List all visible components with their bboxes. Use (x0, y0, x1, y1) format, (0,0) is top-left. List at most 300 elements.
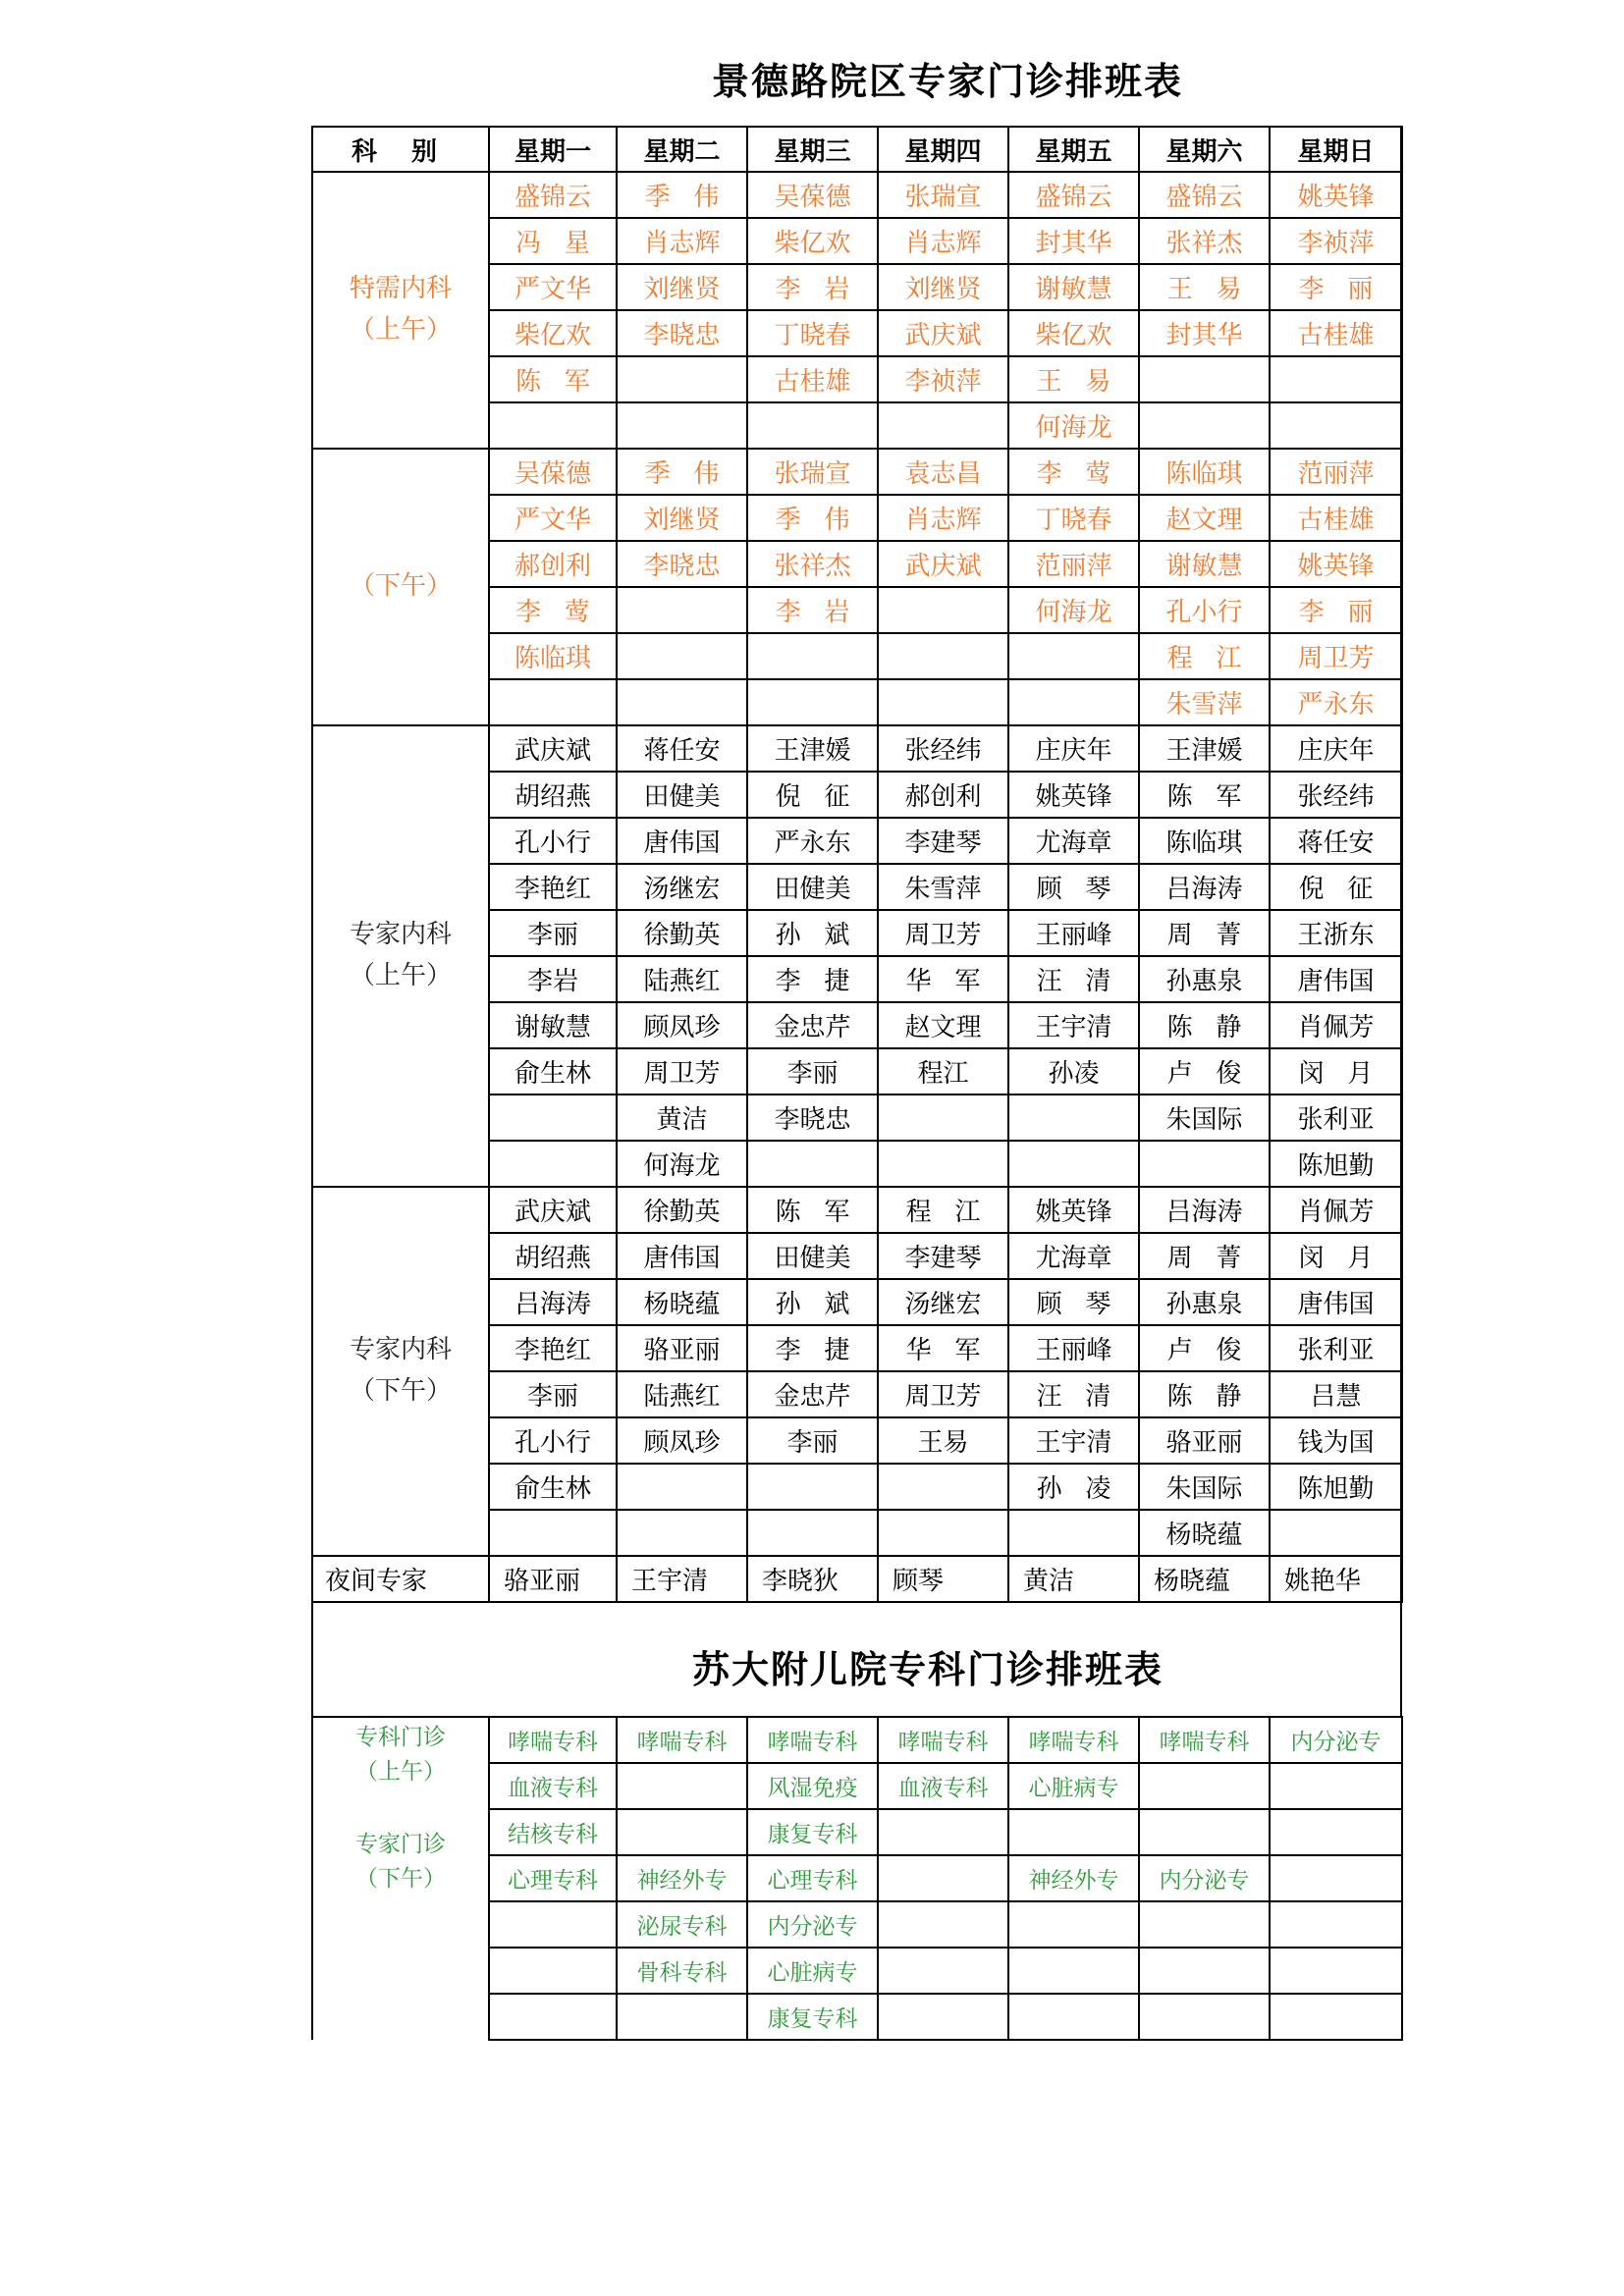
clinic-label-line: 专科门诊 (355, 1725, 446, 1750)
doctor-cell: 吕海涛 (1139, 1187, 1270, 1233)
doctor-cell: 田健美 (747, 864, 878, 910)
clinic-cell: 心脏病专 (747, 1948, 878, 1994)
day-header: 星期日 (1270, 127, 1402, 172)
doctor-cell (617, 633, 747, 679)
doctor-cell: 姚英锋 (1008, 1187, 1139, 1233)
doctor-cell: 徐勤英 (617, 1187, 747, 1233)
doctor-cell: 李晓忠 (617, 310, 747, 356)
department-label-line: 专家内科 (349, 920, 452, 950)
doctor-cell: 陈临琪 (1139, 449, 1270, 495)
doctor-cell: 王丽峰 (1008, 1325, 1139, 1371)
clinic-cell (878, 1901, 1008, 1948)
doctor-cell (617, 679, 747, 725)
doctor-cell (1270, 402, 1402, 449)
doctor-cell: 张瑞宣 (747, 449, 878, 495)
children-schedule-title: 苏大附儿院专科门诊排班表 (691, 1647, 1164, 1691)
doctor-cell: 季 伟 (747, 495, 878, 541)
doctor-cell: 武庆斌 (489, 1187, 617, 1233)
doctor-cell: 钱为国 (1270, 1417, 1402, 1464)
doctor-cell: 封其华 (1008, 218, 1139, 264)
doctor-cell: 唐伟国 (1270, 1279, 1402, 1325)
doctor-cell (1139, 356, 1270, 402)
doctor-cell: 王宇清 (1008, 1002, 1139, 1048)
doctor-cell: 吴葆德 (489, 449, 617, 495)
doctor-cell: 刘继贤 (878, 264, 1008, 310)
doctor-cell: 孙惠泉 (1139, 956, 1270, 1002)
doctor-cell (489, 1510, 617, 1556)
doctor-cell: 杨晓蕴 (617, 1279, 747, 1325)
doctor-cell (489, 402, 617, 449)
doctor-cell (1139, 402, 1270, 449)
clinic-cell: 血液专科 (878, 1763, 1008, 1809)
department-label-line: （上午） (349, 961, 452, 990)
doctor-cell: 骆亚丽 (1139, 1417, 1270, 1464)
doctor-cell: 盛锦云 (1008, 172, 1139, 218)
department-label (312, 725, 489, 1187)
doctor-cell (1008, 1510, 1139, 1556)
doctor-cell: 姚英锋 (1008, 772, 1139, 818)
doctor-cell: 孔小行 (1139, 587, 1270, 633)
clinic-cell (489, 1948, 617, 1994)
night-expert-row (312, 1556, 1402, 1602)
doctor-cell: 周 菁 (1139, 910, 1270, 956)
doctor-cell: 吕海涛 (489, 1279, 617, 1325)
doctor-cell: 丁晓春 (1008, 495, 1139, 541)
clinic-cell (1270, 1901, 1402, 1948)
day-header: 星期五 (1008, 127, 1139, 172)
doctor-cell: 何海龙 (617, 1141, 747, 1187)
department-label-line: 专家内科 (349, 1335, 452, 1365)
doctor-cell: 王 易 (1139, 264, 1270, 310)
doctor-cell: 肖志辉 (617, 218, 747, 264)
schedule-title: 景德路院区专家门诊排班表 (711, 59, 1183, 103)
doctor-cell: 黄洁 (1008, 1556, 1139, 1602)
doctor-cell: 顾凤珍 (617, 1417, 747, 1464)
doctor-cell: 周卫芳 (878, 1371, 1008, 1417)
doctor-cell: 吕海涛 (1139, 864, 1270, 910)
doctor-cell (617, 1510, 747, 1556)
left-frame-line (311, 126, 313, 2030)
doctor-cell: 王丽峰 (1008, 910, 1139, 956)
doctor-cell: 汪 清 (1008, 1371, 1139, 1417)
schedule-row (312, 1187, 1402, 1233)
doctor-cell (1008, 1141, 1139, 1187)
doctor-cell: 金忠芹 (747, 1002, 878, 1048)
doctor-cell: 卢 俊 (1139, 1048, 1270, 1095)
doctor-cell: 盛锦云 (1139, 172, 1270, 218)
doctor-cell: 王津媛 (1139, 725, 1270, 772)
doctor-cell: 孙 凌 (1008, 1464, 1139, 1510)
doctor-cell: 吴葆德 (747, 172, 878, 218)
doctor-cell: 周 菁 (1139, 1233, 1270, 1279)
doctor-cell: 陈 军 (489, 356, 617, 402)
doctor-cell: 闵 月 (1270, 1233, 1402, 1279)
doctor-cell: 周卫芳 (878, 910, 1008, 956)
doctor-cell: 孙惠泉 (1139, 1279, 1270, 1325)
clinic-cell: 骨科专科 (617, 1948, 747, 1994)
clinic-cell: 泌尿专科 (617, 1901, 747, 1948)
clinic-cell: 哮喘专科 (489, 1717, 617, 1763)
clinic-cell: 康复专科 (747, 1994, 878, 2040)
doctor-cell: 蒋任安 (617, 725, 747, 772)
doctor-cell (747, 1510, 878, 1556)
clinic-cell: 神经外专 (1008, 1855, 1139, 1901)
doctor-cell (747, 402, 878, 449)
doctor-cell: 胡绍燕 (489, 772, 617, 818)
clinic-cell (878, 1855, 1008, 1901)
doctor-cell: 尤海章 (1008, 1233, 1139, 1279)
doctor-cell: 顾 琴 (1008, 1279, 1139, 1325)
doctor-cell: 严文华 (489, 495, 617, 541)
clinic-cell (1270, 1809, 1402, 1855)
doctor-cell: 田健美 (747, 1233, 878, 1279)
clinic-cell: 结核专科 (489, 1809, 617, 1855)
doctor-cell: 孙凌 (1008, 1048, 1139, 1095)
doctor-cell: 孔小行 (489, 1417, 617, 1464)
doctor-cell: 陈临琪 (489, 633, 617, 679)
doctor-cell (1270, 356, 1402, 402)
doctor-cell: 程 江 (878, 1187, 1008, 1233)
clinic-cell (1139, 1994, 1270, 2040)
department-label (312, 449, 489, 725)
doctor-cell (617, 356, 747, 402)
doctor-cell: 陆燕红 (617, 956, 747, 1002)
doctor-cell: 唐伟国 (617, 818, 747, 864)
doctor-cell: 赵文理 (878, 1002, 1008, 1048)
clinic-cell (617, 1809, 747, 1855)
department-label-line: 特需内科 (349, 274, 452, 304)
doctor-cell: 陈 军 (747, 1187, 878, 1233)
clinic-cell (1008, 1994, 1139, 2040)
clinic-cell (878, 1994, 1008, 2040)
doctor-cell: 李 丽 (1270, 587, 1402, 633)
clinic-cell (1270, 1994, 1402, 2040)
doctor-cell: 袁志昌 (878, 449, 1008, 495)
clinic-cell (1139, 1809, 1270, 1855)
doctor-cell (1008, 679, 1139, 725)
doctor-cell: 王津媛 (747, 725, 878, 772)
day-header: 星期一 (489, 127, 617, 172)
clinic-cell: 血液专科 (489, 1763, 617, 1809)
doctor-cell: 张祥杰 (1139, 218, 1270, 264)
clinic-cell: 哮喘专科 (617, 1717, 747, 1763)
clinic-cell: 康复专科 (747, 1809, 878, 1855)
children-schedule-table (311, 1716, 1403, 2041)
day-header: 星期四 (878, 127, 1008, 172)
doctor-cell (489, 679, 617, 725)
doctor-cell: 谢敏慧 (489, 1002, 617, 1048)
clinic-cell (1270, 1948, 1402, 1994)
doctor-cell: 季 伟 (617, 172, 747, 218)
doctor-cell: 肖佩芳 (1270, 1187, 1402, 1233)
doctor-cell: 陈旭勤 (1270, 1464, 1402, 1510)
doctor-cell: 赵文理 (1139, 495, 1270, 541)
doctor-cell: 李丽 (489, 1371, 617, 1417)
doctor-cell: 顾琴 (878, 1556, 1008, 1602)
doctor-cell: 武庆斌 (878, 310, 1008, 356)
doctor-cell (878, 1464, 1008, 1510)
doctor-cell: 汤继宏 (617, 864, 747, 910)
doctor-cell (489, 1141, 617, 1187)
doctor-cell: 骆亚丽 (489, 1556, 617, 1602)
schedule-row (312, 172, 1402, 218)
doctor-cell: 谢敏慧 (1139, 541, 1270, 587)
doctor-cell (878, 1510, 1008, 1556)
doctor-cell (747, 1141, 878, 1187)
doctor-cell: 华 军 (878, 1325, 1008, 1371)
doctor-cell: 李艳红 (489, 1325, 617, 1371)
section-divider-line (311, 1716, 1401, 1718)
doctor-cell: 孔小行 (489, 818, 617, 864)
doctor-cell: 庄庆年 (1270, 725, 1402, 772)
doctor-cell: 程 江 (1139, 633, 1270, 679)
doctor-cell: 肖佩芳 (1270, 1002, 1402, 1048)
clinic-cell (1139, 1948, 1270, 1994)
doctor-cell: 李晓忠 (617, 541, 747, 587)
clinic-cell (1008, 1809, 1139, 1855)
clinic-label-pm (313, 1828, 488, 1896)
department-label-line: （下午） (349, 1376, 452, 1406)
doctor-cell: 肖志辉 (878, 495, 1008, 541)
doctor-cell (617, 402, 747, 449)
doctor-cell: 冯 星 (489, 218, 617, 264)
doctor-cell: 肖志辉 (878, 218, 1008, 264)
doctor-cell: 柴亿欢 (747, 218, 878, 264)
doctor-cell: 严文华 (489, 264, 617, 310)
doctor-cell (747, 679, 878, 725)
department-label (312, 1187, 489, 1556)
doctor-cell: 胡绍燕 (489, 1233, 617, 1279)
doctor-cell (878, 1141, 1008, 1187)
doctor-cell: 严永东 (747, 818, 878, 864)
doctor-cell: 蒋任安 (1270, 818, 1402, 864)
doctor-cell: 田健美 (617, 772, 747, 818)
doctor-cell: 丁晓春 (747, 310, 878, 356)
doctor-cell: 李 捷 (747, 1325, 878, 1371)
schedule-row (312, 449, 1402, 495)
doctor-cell: 郝创利 (878, 772, 1008, 818)
doctor-cell: 徐勤英 (617, 910, 747, 956)
doctor-cell: 刘继贤 (617, 495, 747, 541)
doctor-cell: 唐伟国 (1270, 956, 1402, 1002)
doctor-cell: 盛锦云 (489, 172, 617, 218)
doctor-cell (878, 402, 1008, 449)
department-label (312, 172, 489, 449)
doctor-cell (747, 1464, 878, 1510)
doctor-cell (878, 679, 1008, 725)
doctor-cell: 倪 征 (747, 772, 878, 818)
department-label-line: （上午） (349, 315, 452, 345)
clinic-cell (1270, 1763, 1402, 1809)
expert-schedule-table (311, 126, 1403, 1603)
doctor-cell: 张瑞宣 (878, 172, 1008, 218)
doctor-cell: 庄庆年 (1008, 725, 1139, 772)
clinic-cell: 心理专科 (489, 1855, 617, 1901)
doctor-cell: 张经纬 (878, 725, 1008, 772)
clinic-cell: 哮喘专科 (747, 1717, 878, 1763)
doctor-cell: 古桂雄 (1270, 310, 1402, 356)
doctor-cell: 严永东 (1270, 679, 1402, 725)
doctor-cell: 顾凤珍 (617, 1002, 747, 1048)
doctor-cell: 李 岩 (747, 264, 878, 310)
doctor-cell: 汪 清 (1008, 956, 1139, 1002)
doctor-cell (878, 633, 1008, 679)
doctor-cell: 程江 (878, 1048, 1008, 1095)
clinic-cell (1139, 1901, 1270, 1948)
doctor-cell: 刘继贤 (617, 264, 747, 310)
doctor-cell: 卢 俊 (1139, 1325, 1270, 1371)
header-row (312, 127, 1402, 172)
doctor-cell: 孙 斌 (747, 1279, 878, 1325)
doctor-cell: 闵 月 (1270, 1048, 1402, 1095)
doctor-cell: 杨晓蕴 (1139, 1510, 1270, 1556)
day-header: 星期六 (1139, 127, 1270, 172)
doctor-cell: 华 军 (878, 956, 1008, 1002)
doctor-cell: 周卫芳 (617, 1048, 747, 1095)
doctor-cell: 古桂雄 (1270, 495, 1402, 541)
doctor-cell: 李建琴 (878, 818, 1008, 864)
clinic-cell (878, 1809, 1008, 1855)
doctor-cell (617, 1464, 747, 1510)
doctor-cell: 李 莺 (1008, 449, 1139, 495)
doctor-cell: 吕慧 (1270, 1371, 1402, 1417)
doctor-cell: 李祯萍 (1270, 218, 1402, 264)
doctor-cell: 顾 琴 (1008, 864, 1139, 910)
doctor-cell: 谢敏慧 (1008, 264, 1139, 310)
doctor-cell (878, 587, 1008, 633)
doctor-cell: 柴亿欢 (489, 310, 617, 356)
doctor-cell: 范丽萍 (1270, 449, 1402, 495)
clinic-cell (489, 1901, 617, 1948)
clinic-cell (1270, 1855, 1402, 1901)
doctor-cell: 唐伟国 (617, 1233, 747, 1279)
doctor-cell: 李丽 (747, 1417, 878, 1464)
clinic-label-line: （上午） (355, 1758, 446, 1785)
doctor-cell: 李 莺 (489, 587, 617, 633)
doctor-cell: 李晓忠 (747, 1095, 878, 1141)
doctor-cell: 李岩 (489, 956, 617, 1002)
doctor-cell: 王浙东 (1270, 910, 1402, 956)
schedule-row (312, 725, 1402, 772)
doctor-cell: 何海龙 (1008, 587, 1139, 633)
clinic-cell (489, 1994, 617, 2040)
clinic-row (312, 1717, 1402, 1763)
doctor-cell: 李艳红 (489, 864, 617, 910)
doctor-cell: 朱国际 (1139, 1095, 1270, 1141)
doctor-cell: 李 丽 (1270, 264, 1402, 310)
doctor-cell (1008, 1095, 1139, 1141)
doctor-cell: 武庆斌 (878, 541, 1008, 587)
doctor-cell: 孙 斌 (747, 910, 878, 956)
doctor-cell: 李祯萍 (878, 356, 1008, 402)
clinic-cell: 心理专科 (747, 1855, 878, 1901)
doctor-cell: 李建琴 (878, 1233, 1008, 1279)
clinic-cell: 内分泌专 (1270, 1717, 1402, 1763)
clinic-cell: 风湿免疫 (747, 1763, 878, 1809)
doctor-cell: 陈临琪 (1139, 818, 1270, 864)
doctor-cell: 王宇清 (1008, 1417, 1139, 1464)
doctor-cell: 范丽萍 (1008, 541, 1139, 587)
doctor-cell: 杨晓蕴 (1139, 1556, 1270, 1602)
doctor-cell: 黄洁 (617, 1095, 747, 1141)
doctor-cell: 郝创利 (489, 541, 617, 587)
clinic-cell (878, 1948, 1008, 1994)
doctor-cell: 季 伟 (617, 449, 747, 495)
doctor-cell: 尤海章 (1008, 818, 1139, 864)
clinic-cell: 内分泌专 (1139, 1855, 1270, 1901)
clinic-cell: 内分泌专 (747, 1901, 878, 1948)
doctor-cell: 陆燕红 (617, 1371, 747, 1417)
day-header: 星期三 (747, 127, 878, 172)
doctor-cell (1008, 633, 1139, 679)
doctor-cell: 李晓狄 (747, 1556, 878, 1602)
doctor-cell: 俞生林 (489, 1048, 617, 1095)
doctor-cell: 张经纬 (1270, 772, 1402, 818)
night-expert-label: 夜间专家 (312, 1556, 489, 1602)
doctor-cell: 李 岩 (747, 587, 878, 633)
doctor-cell: 何海龙 (1008, 402, 1139, 449)
clinic-cell: 神经外专 (617, 1855, 747, 1901)
doctor-cell: 陈 静 (1139, 1371, 1270, 1417)
doctor-cell: 李 捷 (747, 956, 878, 1002)
doctor-cell: 李丽 (747, 1048, 878, 1095)
doctor-cell (489, 1095, 617, 1141)
clinic-cell (617, 1763, 747, 1809)
clinic-cell (1008, 1948, 1139, 1994)
doctor-cell: 陈 静 (1139, 1002, 1270, 1048)
doctor-cell: 古桂雄 (747, 356, 878, 402)
doctor-cell: 王易 (878, 1417, 1008, 1464)
doctor-cell: 姚艳华 (1270, 1556, 1402, 1602)
doctor-cell: 姚英锋 (1270, 172, 1402, 218)
clinic-label-line: 专家门诊 (355, 1832, 446, 1857)
doctor-cell: 金忠芹 (747, 1371, 878, 1417)
doctor-cell: 王 易 (1008, 356, 1139, 402)
clinic-cell: 哮喘专科 (878, 1717, 1008, 1763)
doctor-cell: 陈 军 (1139, 772, 1270, 818)
clinic-label-line: （下午） (355, 1865, 446, 1892)
doctor-cell (1270, 1510, 1402, 1556)
doctor-cell: 朱国际 (1139, 1464, 1270, 1510)
doctor-cell (747, 633, 878, 679)
doctor-cell: 李丽 (489, 910, 617, 956)
doctor-cell: 张利亚 (1270, 1095, 1402, 1141)
doctor-cell (1139, 1141, 1270, 1187)
clinic-cell: 哮喘专科 (1139, 1717, 1270, 1763)
clinic-cell (1008, 1901, 1139, 1948)
doctor-cell: 柴亿欢 (1008, 310, 1139, 356)
doctor-cell: 姚英锋 (1270, 541, 1402, 587)
department-header: 科 别 (312, 127, 489, 172)
clinic-label (312, 1717, 489, 2040)
doctor-cell: 倪 征 (1270, 864, 1402, 910)
doctor-cell: 张祥杰 (747, 541, 878, 587)
clinic-cell (1139, 1763, 1270, 1809)
doctor-cell: 陈旭勤 (1270, 1141, 1402, 1187)
doctor-cell: 俞生林 (489, 1464, 617, 1510)
doctor-cell: 周卫芳 (1270, 633, 1402, 679)
doctor-cell: 封其华 (1139, 310, 1270, 356)
right-frame-line (1400, 126, 1402, 1718)
doctor-cell (878, 1095, 1008, 1141)
doctor-cell: 汤继宏 (878, 1279, 1008, 1325)
doctor-cell: 张利亚 (1270, 1325, 1402, 1371)
doctor-cell: 武庆斌 (489, 725, 617, 772)
clinic-cell: 心脏病专 (1008, 1763, 1139, 1809)
clinic-cell: 哮喘专科 (1008, 1717, 1139, 1763)
doctor-cell: 骆亚丽 (617, 1325, 747, 1371)
clinic-label-am (313, 1721, 488, 1789)
